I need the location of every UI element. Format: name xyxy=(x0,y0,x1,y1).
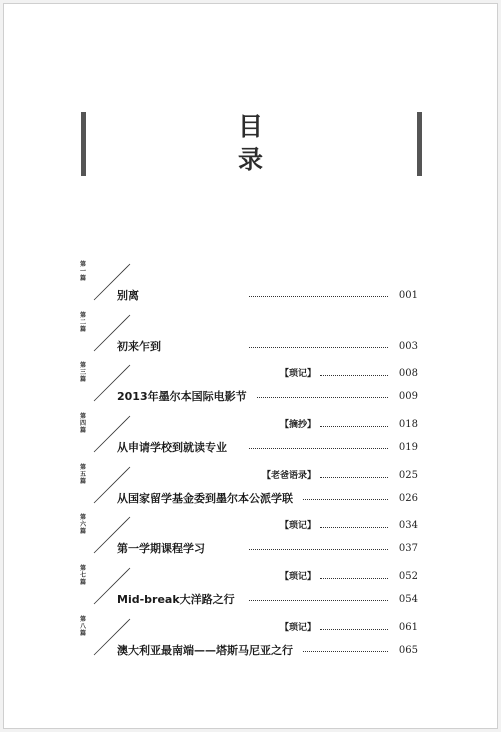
chapter-number-label: 第 三 篇 xyxy=(79,362,86,383)
toc-chapter xyxy=(4,262,497,312)
toc-sub-entry[interactable] xyxy=(117,570,418,584)
page-title-char-2: 录 xyxy=(237,145,263,174)
toc-entry[interactable] xyxy=(117,540,418,558)
sub-entry-tag: 【老爸语录】 xyxy=(261,471,316,481)
chapter-page-number: 009 xyxy=(398,391,418,402)
toc-entry[interactable] xyxy=(117,642,418,660)
chapter-page-number: 001 xyxy=(398,290,418,301)
chapter-title: Mid-break大洋路之行 xyxy=(117,593,235,606)
toc-chapter xyxy=(4,363,497,413)
toc-sub-entry[interactable] xyxy=(117,621,418,635)
toc-sub-entry[interactable] xyxy=(117,418,418,432)
leader-dots xyxy=(249,599,388,601)
chapter-title: 澳大利亚最南端——塔斯马尼亚之行 xyxy=(117,644,293,657)
leader-dots xyxy=(320,526,388,528)
chapter-number-label: 第 五 篇 xyxy=(79,464,86,485)
sub-entry-tag: 【琐记】 xyxy=(279,369,316,379)
sub-entry-tag: 【琐记】 xyxy=(279,521,316,531)
leader-dots xyxy=(249,295,388,297)
toc-chapter xyxy=(4,414,497,464)
toc-sub-entry[interactable] xyxy=(117,519,418,533)
toc-entry[interactable] xyxy=(117,490,418,508)
leader-dots xyxy=(320,628,388,630)
leader-dots xyxy=(303,498,388,500)
chapter-title: 从申请学校到就读专业 xyxy=(117,441,227,454)
chapter-number-label: 第 二 篇 xyxy=(79,312,86,333)
toc-entry[interactable] xyxy=(117,439,418,457)
page-title-char-1: 目 xyxy=(237,112,263,141)
sub-entry-tag: 【摘抄】 xyxy=(279,420,316,430)
toc-entry[interactable] xyxy=(117,591,418,609)
chapter-title: 第一学期课程学习 xyxy=(117,542,205,555)
chapter-number-label: 第 一 篇 xyxy=(79,261,86,282)
leader-dots xyxy=(320,577,388,579)
sub-entry-page-number: 034 xyxy=(398,520,418,531)
chapter-number-label: 第 七 篇 xyxy=(79,565,86,586)
leader-dots xyxy=(249,346,388,348)
toc-chapter xyxy=(4,313,497,363)
leader-dots xyxy=(303,650,388,652)
chapter-page-number: 019 xyxy=(398,442,418,453)
chapter-page-number: 037 xyxy=(398,543,418,554)
toc-chapter xyxy=(4,465,497,515)
leader-dots xyxy=(320,476,388,478)
book-page xyxy=(3,3,498,729)
sub-entry-page-number: 052 xyxy=(398,571,418,582)
sub-entry-tag: 【琐记】 xyxy=(279,623,316,633)
sub-entry-page-number: 025 xyxy=(398,470,418,481)
toc-chapter xyxy=(4,515,497,565)
sub-entry-page-number: 008 xyxy=(398,368,418,379)
chapter-number-label: 第 六 篇 xyxy=(79,514,86,535)
leader-dots xyxy=(249,447,388,449)
leader-dots xyxy=(257,396,388,398)
chapter-page-number: 003 xyxy=(398,341,418,352)
toc-entry[interactable] xyxy=(117,388,418,406)
sub-entry-tag: 【琐记】 xyxy=(279,572,316,582)
leader-dots xyxy=(249,548,388,550)
chapter-title: 别离 xyxy=(117,289,139,302)
chapter-page-number: 026 xyxy=(398,493,418,504)
chapter-number-label: 第 八 篇 xyxy=(79,616,86,637)
chapter-title: 从国家留学基金委到墨尔本公派学联 xyxy=(117,492,293,505)
sub-entry-page-number: 061 xyxy=(398,622,418,633)
chapter-number-label: 第 四 篇 xyxy=(79,413,86,434)
leader-dots xyxy=(320,374,388,376)
chapter-title: 初来乍到 xyxy=(117,340,161,353)
chapter-page-number: 065 xyxy=(398,645,418,656)
toc-entry[interactable] xyxy=(117,287,418,305)
chapter-page-number: 054 xyxy=(398,594,418,605)
toc-sub-entry[interactable] xyxy=(117,469,418,483)
toc-entry[interactable] xyxy=(117,338,418,356)
leader-dots xyxy=(320,425,388,427)
sub-entry-page-number: 018 xyxy=(398,419,418,430)
chapter-title: 2013年墨尔本国际电影节 xyxy=(117,390,247,403)
toc-chapter xyxy=(4,617,497,667)
toc-chapter xyxy=(4,566,497,616)
toc-sub-entry[interactable] xyxy=(117,367,418,381)
